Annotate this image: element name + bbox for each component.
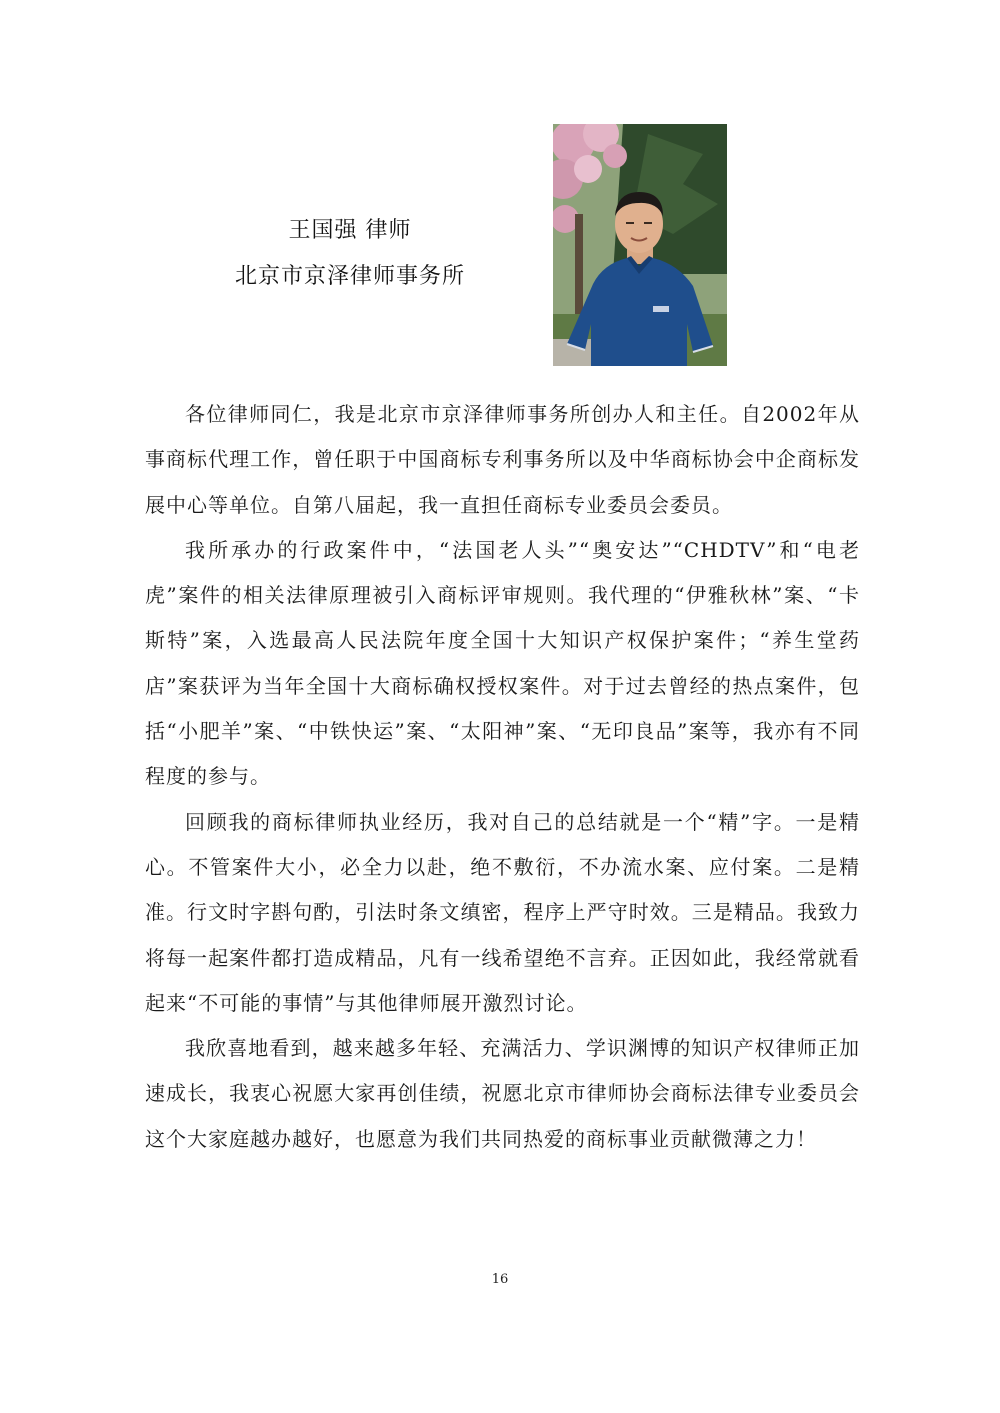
page-number: 16 bbox=[491, 1272, 509, 1287]
author-name-title: 王国强 律师 bbox=[288, 218, 412, 243]
author-header bbox=[200, 208, 500, 300]
paragraph-wishes: 我欣喜地看到，越来越多年轻、充满活力、学识渊博的知识产权律师正加速成长，我衷心祝愿大家再创佳绩，祝愿北京市律师协会商标法律专业委员会这个大家庭越办越好，也愿意为我们共同热爱的商标事业贡献微薄之力！ bbox=[145, 1036, 860, 1151]
portrait-photo bbox=[553, 124, 727, 366]
paragraph-cases: 我所承办的行政案件中，“法国老人头”“奥安达”“CHDTV”和“电老虎”案件的相关法律原理被引入商标评审规则。我代理的“伊雅秋林”案、“卡斯特”案，入选最高人民法院年度全国十大知识产权保护案件；“养生堂药店”案获评为当年全国十大商标确权授权案件。对于过去曾经的热点案件，包括“小肥羊”案、“中铁快运”案、“太阳神”案、“无印良品”案等，我亦有不同程度的参与。 bbox=[145, 537, 860, 789]
article-body bbox=[145, 392, 860, 1162]
paragraph-summary: 回顾我的商标律师执业经历，我对自己的总结就是一个“精”字。一是精心。不管案件大小，必全力以赴，绝不敷衍，不办流水案、应付案。二是精准。行文时字斟句酌，引法时条文缜密，程序上严守时效。三是精品。我致力将每一起案件都打造成精品，凡有一线希望绝不言弃。正因如此，我经常就看起来“不可能的事情”与其他律师展开激烈讨论。 bbox=[145, 809, 860, 1015]
law-firm-name: 北京市京泽律师事务所 bbox=[234, 264, 465, 289]
paragraph-intro: 各位律师同仁，我是北京市京泽律师事务所创办人和主任。自2002年从事商标代理工作，曾任职于中国商标专利事务所以及中华商标协会中企商标发展中心等单位。自第八届起，我一直担任商标专业委员会委员。 bbox=[145, 402, 860, 517]
